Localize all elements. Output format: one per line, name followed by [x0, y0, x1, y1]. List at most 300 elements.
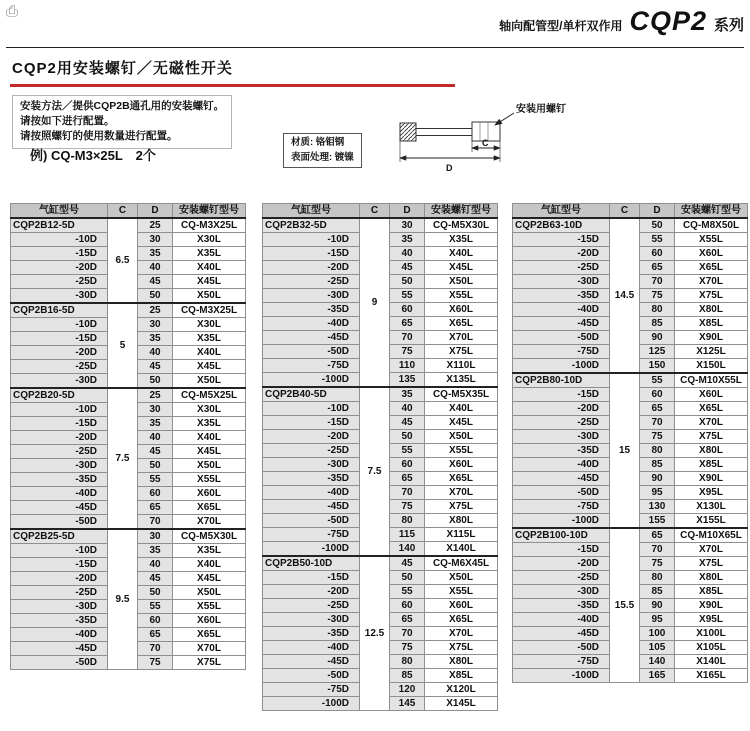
d-dimension-cell: 40: [138, 346, 173, 360]
cylinder-model-cell: -10D: [11, 544, 108, 558]
cylinder-model-cell: -15D: [263, 247, 360, 261]
screw-model-cell: X65L: [675, 261, 748, 275]
d-dimension-cell: 65: [640, 261, 675, 275]
screw-model-cell: CQ-M5X30L: [173, 529, 246, 544]
cylinder-model-cell: -100D: [263, 373, 360, 388]
cylinder-model-cell: -40D: [513, 458, 610, 472]
d-dimension-cell: 50: [390, 571, 425, 585]
table-row: [263, 387, 498, 402]
cylinder-model-cell: -45D: [11, 642, 108, 656]
screw-model-cell: X145L: [425, 697, 498, 711]
screw-model-cell: X35L: [173, 332, 246, 346]
d-dimension-cell: 85: [640, 317, 675, 331]
screw-model-cell: X65L: [675, 402, 748, 416]
cylinder-model-cell: CQP2B80-10D: [513, 373, 610, 388]
cylinder-model-cell: -35D: [11, 614, 108, 628]
screw-model-cell: CQ-M3X25L: [173, 303, 246, 318]
cylinder-model-cell: -20D: [263, 430, 360, 444]
table-row: [263, 556, 498, 571]
table-row: [11, 529, 246, 544]
series-pretitle: 轴向配管型/单杆双作用: [499, 19, 623, 33]
screw-model-cell: X50L: [173, 459, 246, 473]
d-dimension-cell: 55: [640, 373, 675, 388]
cylinder-model-cell: -45D: [513, 472, 610, 486]
screw-model-cell: X45L: [425, 416, 498, 430]
d-dimension-cell: 60: [640, 247, 675, 261]
column-header: D: [390, 204, 425, 219]
screw-model-cell: CQ-M5X30L: [425, 218, 498, 233]
d-dimension-cell: 75: [640, 289, 675, 303]
d-dimension-cell: 30: [138, 403, 173, 417]
screw-model-cell: X35L: [173, 417, 246, 431]
d-dimension-cell: 105: [640, 641, 675, 655]
cylinder-model-cell: -75D: [513, 500, 610, 514]
table-row: [513, 528, 748, 543]
d-dimension-cell: 70: [390, 331, 425, 345]
d-dimension-cell: 70: [640, 416, 675, 430]
d-dimension-cell: 155: [640, 514, 675, 529]
screw-model-cell: X75L: [675, 289, 748, 303]
page-series-header: [499, 6, 744, 37]
d-dimension-cell: 40: [138, 558, 173, 572]
d-dimension-cell: 65: [640, 528, 675, 543]
cylinder-model-cell: -30D: [11, 289, 108, 304]
screw-model-cell: X85L: [425, 669, 498, 683]
cylinder-model-cell: -50D: [263, 345, 360, 359]
screw-model-cell: X130L: [675, 500, 748, 514]
cylinder-model-cell: -20D: [263, 585, 360, 599]
d-dimension-cell: 80: [640, 571, 675, 585]
screw-model-cell: X90L: [675, 331, 748, 345]
screw-model-cell: X55L: [425, 585, 498, 599]
d-dimension-cell: 65: [138, 628, 173, 642]
cylinder-model-cell: -50D: [263, 669, 360, 683]
material-line: 材质: 铬钼钢: [291, 137, 345, 148]
screw-model-cell: X140L: [425, 542, 498, 557]
d-dimension-cell: 55: [640, 233, 675, 247]
cylinder-model-cell: -50D: [263, 514, 360, 528]
d-dimension-cell: 85: [640, 585, 675, 599]
d-dimension-cell: 125: [640, 345, 675, 359]
d-dimension-cell: 55: [138, 473, 173, 487]
table-row: [11, 388, 246, 403]
d-dimension-cell: 100: [640, 627, 675, 641]
screw-model-cell: X40L: [425, 402, 498, 416]
screw-model-cell: X70L: [675, 543, 748, 557]
screw-model-cell: CQ-M8X50L: [675, 218, 748, 233]
title-red-underline: [10, 84, 455, 87]
screw-model-cell: X120L: [425, 683, 498, 697]
d-dimension-cell: 50: [138, 586, 173, 600]
d-dimension-cell: 40: [138, 261, 173, 275]
screw-model-cell: X125L: [675, 345, 748, 359]
cylinder-model-cell: -35D: [513, 599, 610, 613]
d-dimension-cell: 80: [390, 655, 425, 669]
d-dimension-cell: 45: [390, 416, 425, 430]
screw-model-cell: X70L: [173, 642, 246, 656]
column-header: 安装螺钉型号: [425, 204, 498, 219]
column-header: D: [138, 204, 173, 219]
cylinder-model-cell: -100D: [513, 669, 610, 683]
cylinder-model-cell: -30D: [263, 289, 360, 303]
cylinder-model-cell: -45D: [11, 501, 108, 515]
screw-table-middle: [262, 203, 498, 711]
d-dimension-cell: 65: [640, 402, 675, 416]
d-dimension-cell: 70: [640, 543, 675, 557]
cylinder-model-cell: CQP2B12-5D: [11, 218, 108, 233]
d-dimension-cell: 130: [640, 500, 675, 514]
d-dimension-cell: 85: [640, 458, 675, 472]
screw-model-cell: X75L: [425, 641, 498, 655]
c-dimension-cell: 7.5: [360, 387, 390, 556]
screw-model-cell: X40L: [425, 247, 498, 261]
cylinder-model-cell: -20D: [11, 572, 108, 586]
d-dimension-cell: 140: [390, 542, 425, 557]
d-dimension-cell: 55: [390, 444, 425, 458]
screw-model-cell: X35L: [425, 233, 498, 247]
screw-model-cell: X80L: [675, 444, 748, 458]
d-dimension-cell: 120: [390, 683, 425, 697]
d-dimension-cell: 30: [138, 529, 173, 544]
d-dimension-cell: 75: [640, 557, 675, 571]
d-dimension-cell: 95: [640, 613, 675, 627]
d-dimension-cell: 45: [138, 445, 173, 459]
screw-model-cell: X70L: [173, 515, 246, 530]
screw-model-cell: X95L: [675, 486, 748, 500]
c-dimension-cell: 5: [108, 303, 138, 388]
cylinder-model-cell: -20D: [513, 247, 610, 261]
screw-model-cell: X70L: [675, 416, 748, 430]
d-dimension-cell: 70: [138, 515, 173, 530]
mounting-screw-diagram: [388, 96, 588, 181]
d-dimension-cell: 35: [138, 332, 173, 346]
cylinder-model-cell: -25D: [11, 445, 108, 459]
note-line: 请按如下进行配置。: [20, 115, 115, 128]
d-dimension-cell: 30: [390, 218, 425, 233]
cylinder-model-cell: -25D: [11, 360, 108, 374]
c-dimension-cell: 7.5: [108, 388, 138, 529]
d-dimension-cell: 165: [640, 669, 675, 683]
cylinder-model-cell: -15D: [263, 571, 360, 585]
screw-model-cell: X55L: [425, 289, 498, 303]
cylinder-model-cell: -15D: [11, 332, 108, 346]
screw-model-cell: X70L: [425, 627, 498, 641]
screw-model-cell: X60L: [425, 303, 498, 317]
d-dimension-cell: 85: [390, 669, 425, 683]
d-dimension-cell: 75: [390, 345, 425, 359]
cylinder-model-cell: -50D: [513, 486, 610, 500]
cylinder-model-cell: CQP2B20-5D: [11, 388, 108, 403]
screw-model-cell: X60L: [675, 388, 748, 402]
surface-treatment-line: 表面处理: 镀镍: [291, 151, 354, 163]
cylinder-model-cell: -50D: [513, 641, 610, 655]
cylinder-model-cell: -30D: [11, 600, 108, 614]
cylinder-model-cell: -20D: [11, 261, 108, 275]
d-dimension-cell: 55: [138, 600, 173, 614]
cylinder-model-cell: -100D: [263, 697, 360, 711]
section-title: CQP2用安装螺钉／无磁性开关: [12, 60, 233, 77]
d-dimension-cell: 30: [138, 318, 173, 332]
cylinder-model-cell: -40D: [263, 641, 360, 655]
column-header: C: [610, 204, 640, 219]
screw-model-cell: X85L: [675, 585, 748, 599]
cylinder-model-cell: -20D: [513, 557, 610, 571]
screw-model-cell: X40L: [173, 346, 246, 360]
screw-model-cell: X100L: [675, 627, 748, 641]
cylinder-model-cell: -25D: [11, 586, 108, 600]
d-dimension-cell: 50: [390, 430, 425, 444]
cylinder-model-cell: -35D: [263, 303, 360, 317]
cylinder-model-cell: -45D: [513, 317, 610, 331]
d-dimension-cell: 80: [390, 514, 425, 528]
cylinder-model-cell: -30D: [513, 430, 610, 444]
screw-model-cell: X30L: [173, 233, 246, 247]
table-row: [513, 218, 748, 233]
cylinder-model-cell: -35D: [263, 472, 360, 486]
table-row: [11, 218, 246, 233]
d-dimension-cell: 145: [390, 697, 425, 711]
screw-model-cell: X135L: [425, 373, 498, 388]
screw-model-cell: X75L: [675, 430, 748, 444]
cylinder-model-cell: -40D: [263, 317, 360, 331]
screw-model-cell: X55L: [675, 233, 748, 247]
cylinder-model-cell: -25D: [11, 275, 108, 289]
screw-model-cell: X75L: [425, 500, 498, 514]
d-dimension-cell: 65: [138, 501, 173, 515]
screw-model-cell: CQ-M10X55L: [675, 373, 748, 388]
cylinder-model-cell: -20D: [263, 261, 360, 275]
cylinder-model-cell: -25D: [513, 416, 610, 430]
d-dimension-cell: 25: [138, 388, 173, 403]
d-dimension-cell: 115: [390, 528, 425, 542]
cylinder-model-cell: -35D: [11, 473, 108, 487]
d-dimension-cell: 75: [390, 641, 425, 655]
d-dimension-cell: 35: [138, 247, 173, 261]
cylinder-model-cell: -35D: [263, 627, 360, 641]
screw-model-cell: X45L: [425, 261, 498, 275]
cylinder-model-cell: -100D: [513, 514, 610, 529]
cylinder-model-cell: -100D: [263, 542, 360, 557]
d-dimension-cell: 95: [640, 486, 675, 500]
screw-label: 安装用螺钉: [516, 104, 566, 115]
d-dimension-cell: 75: [138, 656, 173, 670]
installation-note: [12, 95, 232, 149]
cylinder-model-cell: -10D: [11, 318, 108, 332]
column-header: C: [108, 204, 138, 219]
screw-model-cell: X55L: [425, 444, 498, 458]
d-dimension-cell: 65: [390, 472, 425, 486]
cylinder-model-cell: -20D: [513, 402, 610, 416]
cylinder-model-cell: -25D: [513, 261, 610, 275]
screw-model-cell: X50L: [173, 586, 246, 600]
series-suffix: 系列: [713, 17, 744, 34]
screw-model-cell: X35L: [173, 544, 246, 558]
cylinder-model-cell: -50D: [11, 515, 108, 530]
column-header: C: [360, 204, 390, 219]
d-dimension-cell: 60: [138, 487, 173, 501]
c-dimension-cell: 14.5: [610, 218, 640, 373]
d-dimension-cell: 75: [640, 430, 675, 444]
cylinder-model-cell: -35D: [513, 444, 610, 458]
dim-c-label: C: [482, 138, 489, 148]
cylinder-model-cell: -10D: [11, 233, 108, 247]
d-dimension-cell: 75: [390, 500, 425, 514]
d-dimension-cell: 70: [390, 627, 425, 641]
cylinder-model-cell: -75D: [263, 359, 360, 373]
table-row: [263, 218, 498, 233]
d-dimension-cell: 60: [138, 614, 173, 628]
cylinder-model-cell: -10D: [263, 233, 360, 247]
column-header: D: [640, 204, 675, 219]
d-dimension-cell: 135: [390, 373, 425, 388]
screw-model-cell: X35L: [173, 247, 246, 261]
d-dimension-cell: 50: [640, 218, 675, 233]
cylinder-model-cell: -20D: [11, 346, 108, 360]
screw-model-cell: X65L: [173, 501, 246, 515]
screw-model-cell: X75L: [173, 656, 246, 670]
screw-model-cell: X65L: [425, 317, 498, 331]
d-dimension-cell: 70: [138, 642, 173, 656]
screw-model-cell: X55L: [173, 473, 246, 487]
cylinder-model-cell: -15D: [513, 233, 610, 247]
cylinder-model-cell: -75D: [513, 345, 610, 359]
d-dimension-cell: 80: [640, 303, 675, 317]
screw-model-cell: X150L: [675, 359, 748, 374]
series-name: CQP2: [629, 6, 707, 36]
cylinder-model-cell: -40D: [263, 486, 360, 500]
d-dimension-cell: 45: [138, 572, 173, 586]
screw-model-cell: X30L: [173, 318, 246, 332]
cylinder-model-cell: -15D: [263, 416, 360, 430]
d-dimension-cell: 80: [640, 444, 675, 458]
screw-model-cell: X90L: [675, 472, 748, 486]
cylinder-model-cell: -10D: [263, 402, 360, 416]
screw-model-cell: X55L: [173, 600, 246, 614]
d-dimension-cell: 35: [390, 233, 425, 247]
column-header: 安装螺钉型号: [675, 204, 748, 219]
d-dimension-cell: 30: [138, 233, 173, 247]
cylinder-model-cell: -40D: [513, 613, 610, 627]
d-dimension-cell: 50: [138, 289, 173, 304]
cylinder-model-cell: -15D: [11, 417, 108, 431]
d-dimension-cell: 45: [138, 360, 173, 374]
cylinder-model-cell: CQP2B32-5D: [263, 218, 360, 233]
header-divider: [6, 47, 744, 48]
screw-model-cell: X70L: [425, 331, 498, 345]
table-row: [513, 373, 748, 388]
screw-model-cell: X45L: [173, 360, 246, 374]
d-dimension-cell: 60: [390, 303, 425, 317]
screw-table-right: [512, 203, 748, 683]
screw-model-cell: X60L: [173, 614, 246, 628]
cylinder-model-cell: -45D: [263, 331, 360, 345]
screw-model-cell: X60L: [173, 487, 246, 501]
screw-model-cell: X30L: [173, 403, 246, 417]
screw-model-cell: CQ-M6X45L: [425, 556, 498, 571]
d-dimension-cell: 140: [640, 655, 675, 669]
screw-model-cell: X155L: [675, 514, 748, 529]
cylinder-model-cell: CQP2B63-10D: [513, 218, 610, 233]
screw-model-cell: X80L: [425, 514, 498, 528]
d-dimension-cell: 45: [390, 556, 425, 571]
screw-model-cell: X60L: [425, 599, 498, 613]
screw-model-cell: CQ-M5X35L: [425, 387, 498, 402]
screw-table-left: [10, 203, 246, 670]
cylinder-model-cell: -25D: [513, 571, 610, 585]
screw-model-cell: X70L: [425, 486, 498, 500]
screw-model-cell: X75L: [675, 557, 748, 571]
screw-drawing: [388, 96, 588, 176]
cylinder-model-cell: CQP2B40-5D: [263, 387, 360, 402]
screw-model-cell: X50L: [425, 430, 498, 444]
d-dimension-cell: 90: [640, 331, 675, 345]
c-dimension-cell: 12.5: [360, 556, 390, 711]
header-row: [11, 204, 246, 219]
cylinder-model-cell: CQP2B100-10D: [513, 528, 610, 543]
cylinder-model-cell: -15D: [513, 543, 610, 557]
screw-model-cell: X65L: [425, 613, 498, 627]
screw-model-cell: X50L: [173, 374, 246, 389]
screw-model-cell: X85L: [675, 458, 748, 472]
d-dimension-cell: 45: [138, 275, 173, 289]
cylinder-model-cell: -30D: [263, 613, 360, 627]
cylinder-model-cell: -25D: [263, 275, 360, 289]
d-dimension-cell: 45: [390, 261, 425, 275]
cylinder-model-cell: -15D: [11, 247, 108, 261]
screw-model-cell: X50L: [425, 275, 498, 289]
screw-model-cell: X140L: [675, 655, 748, 669]
screw-model-cell: X60L: [425, 458, 498, 472]
screw-model-cell: X65L: [425, 472, 498, 486]
d-dimension-cell: 65: [390, 317, 425, 331]
cylinder-model-cell: -50D: [11, 656, 108, 670]
d-dimension-cell: 60: [640, 388, 675, 402]
cylinder-model-cell: -45D: [513, 627, 610, 641]
cylinder-model-cell: -10D: [11, 403, 108, 417]
d-dimension-cell: 60: [390, 458, 425, 472]
screw-model-cell: X40L: [173, 558, 246, 572]
c-dimension-cell: 15.5: [610, 528, 640, 683]
d-dimension-cell: 65: [390, 613, 425, 627]
c-dimension-cell: 15: [610, 373, 640, 528]
c-dimension-cell: 9.5: [108, 529, 138, 670]
printer-icon: ⎙: [6, 3, 19, 20]
cylinder-model-cell: -40D: [11, 487, 108, 501]
screw-model-cell: X85L: [675, 317, 748, 331]
cylinder-model-cell: -25D: [263, 444, 360, 458]
d-dimension-cell: 50: [138, 459, 173, 473]
column-header: 气缸型号: [263, 204, 360, 219]
screw-model-cell: X45L: [173, 572, 246, 586]
d-dimension-cell: 60: [390, 599, 425, 613]
screw-model-cell: X105L: [675, 641, 748, 655]
cylinder-model-cell: -15D: [513, 388, 610, 402]
screw-model-cell: X115L: [425, 528, 498, 542]
screw-model-cell: X50L: [173, 289, 246, 304]
d-dimension-cell: 55: [390, 289, 425, 303]
screw-model-cell: X80L: [675, 571, 748, 585]
cylinder-model-cell: -40D: [11, 628, 108, 642]
ordering-example: 例) CQ-M3×25L 2个: [30, 148, 156, 163]
cylinder-model-cell: -30D: [11, 459, 108, 473]
cylinder-model-cell: CQP2B16-5D: [11, 303, 108, 318]
cylinder-model-cell: -35D: [513, 289, 610, 303]
screw-model-cell: X40L: [173, 431, 246, 445]
screw-model-cell: X165L: [675, 669, 748, 683]
cylinder-model-cell: -100D: [513, 359, 610, 374]
d-dimension-cell: 50: [390, 275, 425, 289]
cylinder-model-cell: -30D: [11, 374, 108, 389]
